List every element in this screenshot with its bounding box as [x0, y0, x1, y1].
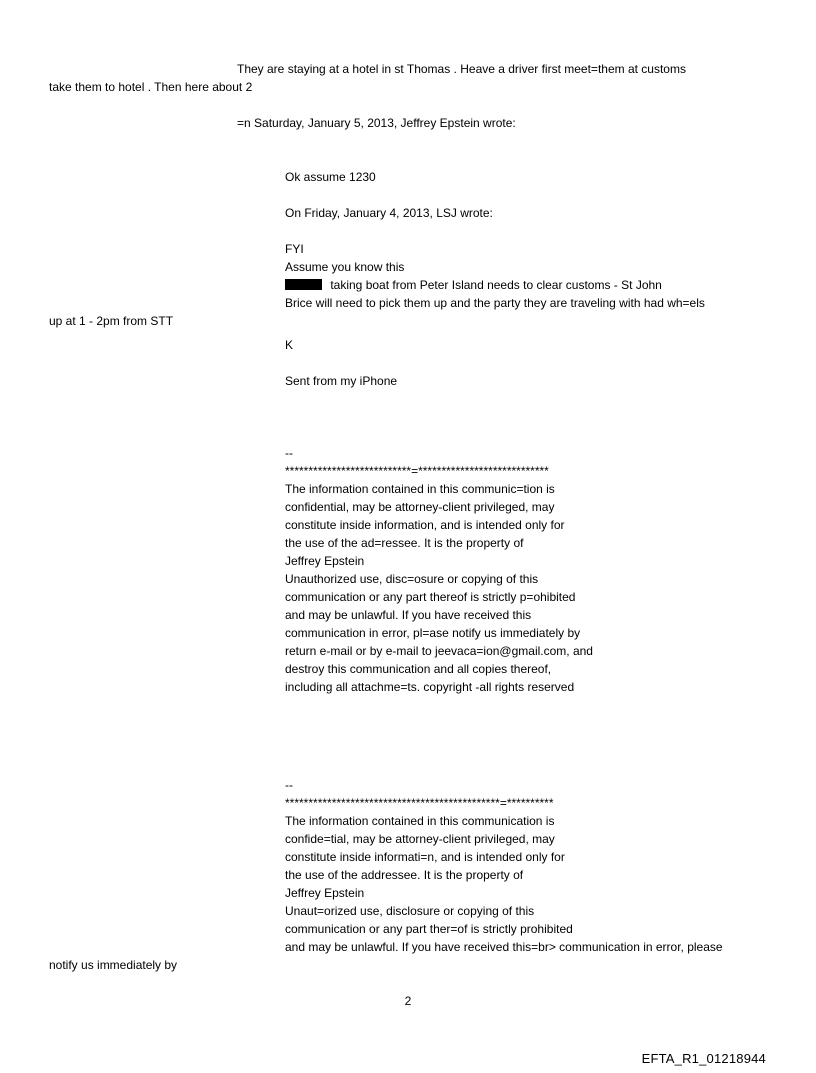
- email-body-text: taking boat from Peter Island needs to clear customs - St John: [327, 278, 662, 292]
- redaction-box: [285, 279, 322, 290]
- disclaimer-star-rule: **********************************************=**********: [285, 796, 554, 810]
- disclaimer-line: destroy this communication and all copies thereof,: [285, 662, 552, 676]
- disclaimer-line: communication in error, pl=ase notify us immediately by: [285, 626, 581, 640]
- disclaimer-line: confidential, may be attorney-client privileged, may: [285, 500, 555, 514]
- disclaimer-line: constitute inside informati=n, and is intended only for: [285, 850, 565, 864]
- email-body-line: They are staying at a hotel in st Thomas . Heave a driver first meet=them at customs: [237, 62, 686, 76]
- disclaimer-line: constitute inside information, and is intended only for: [285, 518, 565, 532]
- disclaimer-line: communication or any part ther=of is strictly prohibited: [285, 922, 573, 936]
- disclaimer-line: Jeffrey Epstein: [285, 554, 365, 568]
- disclaimer-line: and may be unlawful. If you have received this=br> communication in error, please: [285, 940, 723, 954]
- signature-sent-from-iphone: Sent from my iPhone: [285, 374, 398, 388]
- disclaimer-line: The information contained in this communication is: [285, 814, 555, 828]
- email-body-line: K: [285, 338, 294, 352]
- disclaimer-line: confide=tial, may be attorney-client privileged, may: [285, 832, 555, 846]
- bates-number: EFTA_R1_01218944: [641, 1051, 766, 1066]
- disclaimer-line: and may be unlawful. If you have received this: [285, 608, 532, 622]
- quote-attribution: =n Saturday, January 5, 2013, Jeffrey Epstein wrote:: [237, 116, 516, 130]
- disclaimer-line: the use of the addressee. It is the property of: [285, 868, 524, 882]
- email-body-line: Brice will need to pick them up and the party they are traveling with had wh=els: [285, 296, 705, 310]
- page-number: 2: [404, 994, 412, 1008]
- quote-attribution: On Friday, January 4, 2013, LSJ wrote:: [285, 206, 493, 220]
- email-body-line: Assume you know this: [285, 260, 405, 274]
- disclaimer-wrap-line: notify us immediately by: [49, 958, 178, 972]
- disclaimer-line: The information contained in this communic=tion is: [285, 482, 555, 496]
- disclaimer-line: Unauthorized use, disc=osure or copying of this: [285, 572, 539, 586]
- disclaimer-star-rule: ***************************=****************************: [285, 464, 549, 478]
- signature-delimiter: --: [285, 778, 293, 792]
- redacted-text-line: [285, 276, 816, 294]
- disclaimer-line: return e-mail or by e-mail to jeevaca=ion@gmail.com, and: [285, 644, 593, 658]
- email-body-wrap-line: take them to hotel . Then here about 2: [49, 80, 253, 94]
- disclaimer-line: the use of the ad=ressee. It is the property of: [285, 536, 524, 550]
- disclaimer-line: including all attachme=ts. copyright -all rights reserved: [285, 680, 575, 694]
- disclaimer-line: Jeffrey Epstein: [285, 886, 365, 900]
- signature-delimiter: --: [285, 446, 293, 460]
- email-body-wrap-line: up at 1 - 2pm from STT: [49, 314, 174, 328]
- email-body-line: Ok assume 1230: [285, 170, 376, 184]
- email-body-line: FYI: [285, 242, 304, 256]
- disclaimer-line: Unaut=orized use, disclosure or copying of this: [285, 904, 535, 918]
- disclaimer-line: communication or any part thereof is strictly p=ohibited: [285, 590, 576, 604]
